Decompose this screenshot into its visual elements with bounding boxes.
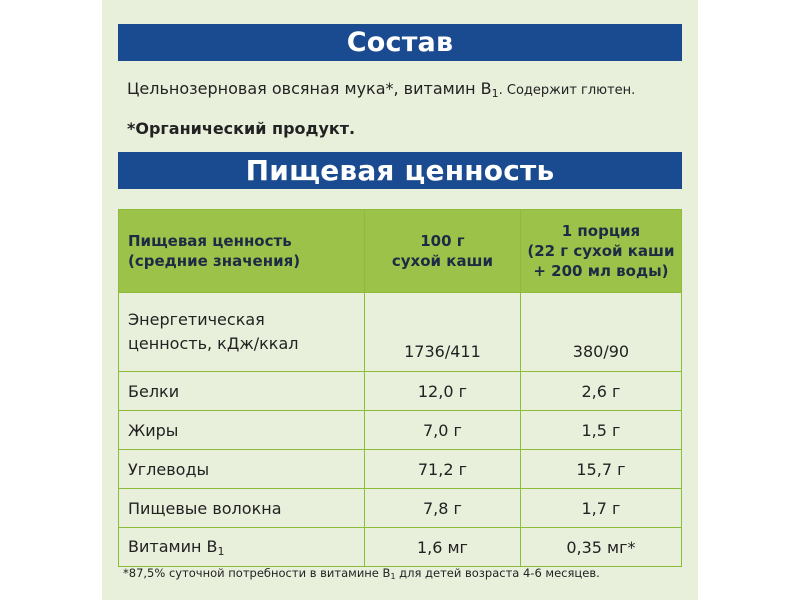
row-per100: 12,0 г <box>365 372 521 411</box>
footnote-subscript: 1 <box>390 572 396 581</box>
header-col2-line2: сухой каши <box>391 252 494 270</box>
footnote <box>123 566 600 581</box>
row-per100: 7,0 г <box>365 411 521 450</box>
vitamin-label: Витамин В <box>128 536 218 556</box>
header-col1-line2: (средние значения) <box>128 252 301 270</box>
row-label: Пищевые волокна <box>119 489 365 528</box>
organic-note: *Органический продукт. <box>127 119 356 138</box>
row-per100: 7,8 г <box>365 489 521 528</box>
table-row-fat <box>119 411 682 450</box>
nutrition-banner <box>118 152 682 189</box>
row-label <box>119 293 365 372</box>
row-portion: 1,5 г <box>520 411 681 450</box>
row-per100: 1736/411 <box>365 293 521 372</box>
header-col2-line1: 100 г <box>420 232 465 250</box>
table-row-fiber <box>119 489 682 528</box>
row-per100: 71,2 г <box>365 450 521 489</box>
header-col1-line1: Пищевая ценность <box>128 232 292 250</box>
table-row-energy <box>119 293 682 372</box>
row-per100: 1,6 мг <box>365 528 521 567</box>
row-label: Белки <box>119 372 365 411</box>
row-portion: 380/90 <box>520 293 681 372</box>
row-portion: 0,35 мг* <box>520 528 681 567</box>
ingredients-tail: . Содержит глютен. <box>498 83 636 98</box>
ingredients-text <box>127 79 635 100</box>
nutrition-table <box>118 209 682 567</box>
row-label <box>119 528 365 567</box>
header-col3-line1: 1 порция <box>561 222 641 240</box>
energy-label-line2: ценность, кДж/ккал <box>128 334 299 353</box>
table-row-vitamin-b1 <box>119 528 682 567</box>
row-label: Углеводы <box>119 450 365 489</box>
composition-banner <box>118 24 682 61</box>
row-portion: 2,6 г <box>520 372 681 411</box>
ingredients-subscript: 1 <box>491 87 499 100</box>
table-row-protein <box>119 372 682 411</box>
header-per-100g <box>365 210 521 293</box>
footnote-text-after: для детей возраста 4-6 месяцев. <box>395 566 600 580</box>
vitamin-subscript: 1 <box>217 544 225 558</box>
header-nutrition-value <box>119 210 365 293</box>
composition-title: Состав <box>346 27 454 58</box>
footnote-text-before: *87,5% суточной потребности в витамине В <box>123 566 391 580</box>
row-label: Жиры <box>119 411 365 450</box>
nutrition-title: Пищевая ценность <box>245 154 555 187</box>
table-row-carbs <box>119 450 682 489</box>
energy-label-line1: Энергетическая <box>128 310 265 329</box>
header-col3-line3: + 200 мл воды) <box>533 262 669 280</box>
ingredients-main: Цельнозерновая овсяная мука*, витамин В <box>127 79 492 98</box>
header-col3-line2: (22 г сухой каши <box>527 242 675 260</box>
row-portion: 15,7 г <box>520 450 681 489</box>
row-portion: 1,7 г <box>520 489 681 528</box>
header-per-portion <box>520 210 681 293</box>
table-header-row <box>119 210 682 293</box>
